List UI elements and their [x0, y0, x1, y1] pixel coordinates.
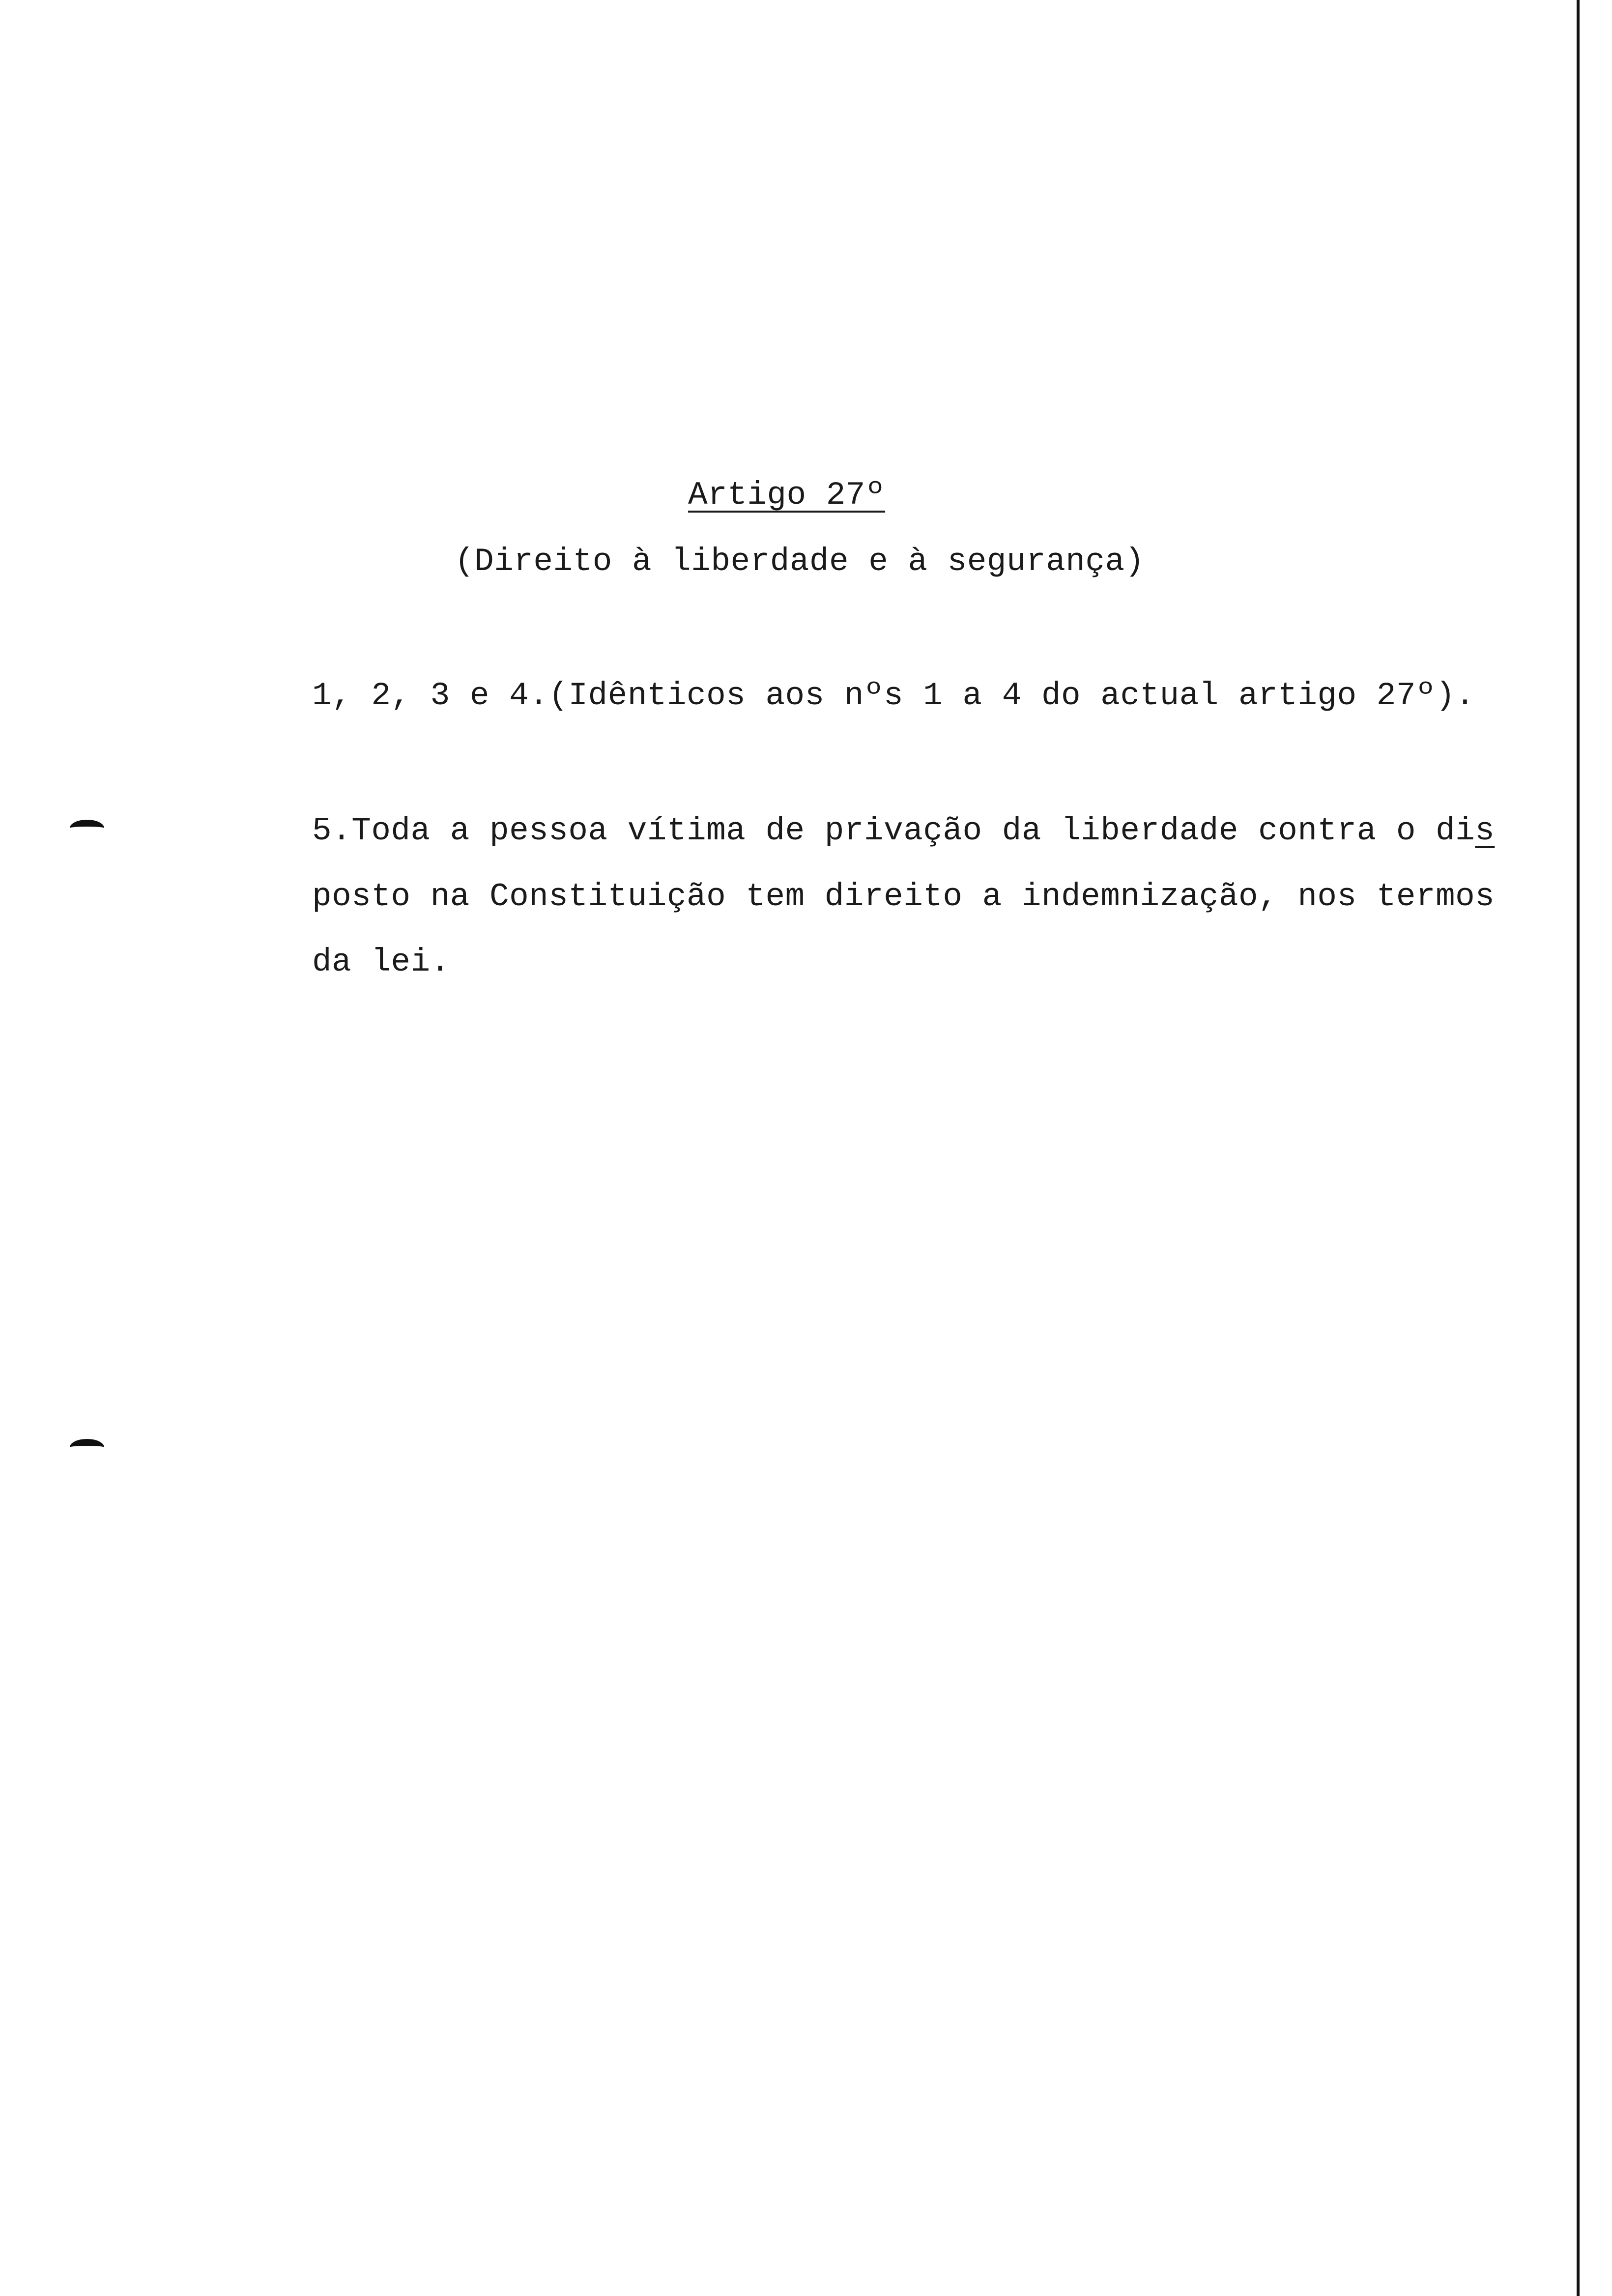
binder-hole-mark-icon	[70, 1439, 104, 1456]
article-title: Artigo 27º	[688, 477, 886, 514]
article-subtitle: (Direito à liberdade e à segurança)	[455, 543, 1145, 580]
paragraph-2-line-1-underlined: s	[1475, 812, 1495, 849]
scan-edge-line	[1577, 0, 1580, 2296]
binder-hole-mark-icon	[70, 820, 104, 836]
paragraph-2-line-1	[312, 812, 1495, 849]
paragraph-2-line-3: da lei.	[312, 944, 450, 980]
paragraph-2-line-2: posto na Constituição tem direito a indemnização, nos termos	[312, 878, 1495, 915]
paragraph-1: 1, 2, 3 e 4.(Idênticos aos nºs 1 a 4 do actual artigo 27º).	[312, 677, 1475, 714]
paragraph-2-line-1-text: 5.Toda a pessoa vítima de privação da liberdade contra o di	[312, 812, 1475, 849]
